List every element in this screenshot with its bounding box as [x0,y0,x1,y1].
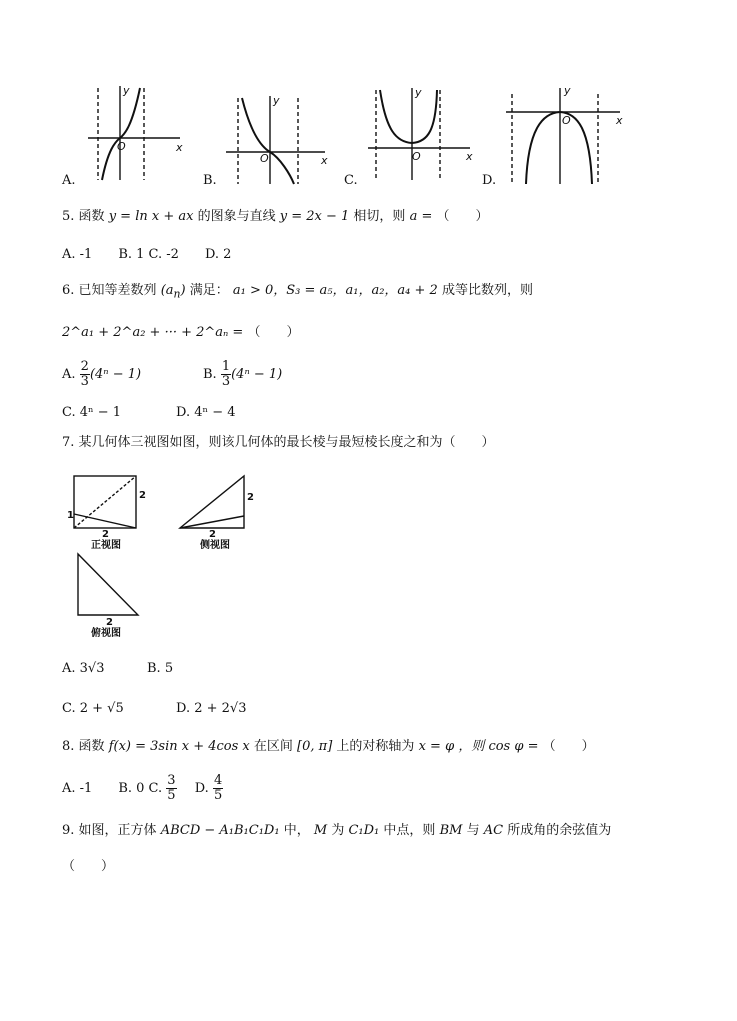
question-7-stem: 7. 某几何体三视图如图，则该几何体的最长棱与最短棱长度之和为（ ） [62,435,495,450]
question-7-option-c: C. 2 + √5 [62,701,124,716]
graph-options [60,80,700,190]
side-dim-2: 2 [247,492,254,503]
top-view-label: 俯视图 [91,628,121,639]
question-9-stem: 9. 如图，正方体 ABCD − A₁B₁C₁D₁ 中， M 为 C₁D₁ 中点，则 BM 与 AC 所成角的余弦值为 [62,823,612,838]
front-base-dim: 2 [102,529,109,540]
question-6-option-c: C. 4ⁿ − 1 [62,405,122,420]
graph-c-origin: O [412,150,421,163]
top-base-dim: 2 [106,617,113,628]
question-6-stem: 6. 已知等差数列 $(a_n)$ 满足： a₁ > 0，S₃ = a₅，a₁，a₂，a₄ + 2 成等比数列，则 [62,283,533,301]
question-7-option-b: B. 5 [147,661,174,676]
question-8-options: A. -1 B. 0 C. $\frac{3}{5}$ D. $\frac{4}{5}$ [62,773,223,803]
question-6-option-d: D. 4ⁿ − 4 [176,405,236,420]
function-graphs [60,80,700,190]
three-view-diagram [62,470,282,645]
graph-d-origin: O [562,114,571,127]
question-6-option-b: B. $\frac{1}{3}$ (4ⁿ − 1) [203,359,283,389]
question-7-option-a: A. 3√3 [62,661,105,676]
question-8-stem: 8. 函数 f(x) = 3sin x + 4cos x 在区间 [0, π] 上的对称轴为 x = φ ，则 cos φ = （ ） [62,739,595,754]
graph-a-origin: O [117,140,126,153]
three-view-figure [62,470,282,645]
question-9-paren: （ ） [62,859,115,874]
graph-c-y-label: y [415,86,422,99]
side-view-label: 侧视图 [200,540,230,551]
question-5-stem: 5. 函数 y = ln x + ax 的图象与直线 y = 2x − 1 相切，则 a = （ ） [62,209,489,224]
graph-label-a: A. [62,173,76,188]
graph-a-x-label: x [176,141,183,154]
question-7-option-d: D. 2 + 2√3 [176,701,247,716]
graph-a-y-label: y [123,84,130,97]
graph-label-b: B. [203,173,217,188]
graph-d-y-label: y [564,84,571,97]
graph-b-x-label: x [321,154,328,167]
question-6-sum: 2^a₁ + 2^a₂ + ··· + 2^aₙ = （ ） [62,325,300,340]
graph-label-c: C. [344,173,358,188]
graph-b-origin: O [260,152,269,165]
graph-c-x-label: x [466,150,473,163]
graph-b-y-label: y [273,94,280,107]
graph-d-x-label: x [616,114,623,127]
front-dim-1: 1 [67,510,74,521]
side-base-dim: 2 [209,529,216,540]
front-view-label: 正视图 [91,540,121,551]
front-dim-2: 2 [139,490,146,501]
graph-label-d: D. [482,173,497,188]
question-5-options: A. -1 B. 1 C. -2 D. 2 [62,247,232,262]
question-6-option-a: A. $\frac{2}{3}$ (4ⁿ − 1) [62,359,142,389]
